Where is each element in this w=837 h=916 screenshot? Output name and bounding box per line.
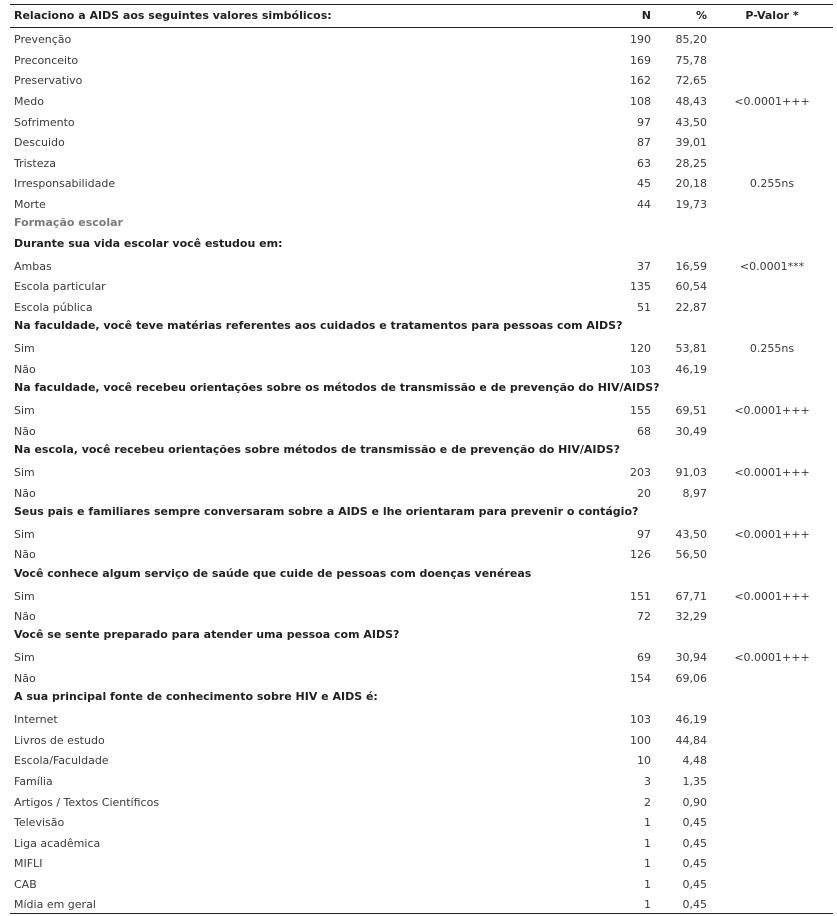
row-n: 72 xyxy=(637,610,651,624)
table-row xyxy=(10,275,833,296)
row-p-value xyxy=(711,790,833,811)
row-n: 51 xyxy=(637,301,651,315)
row-label: Preservativo xyxy=(14,74,83,88)
row-label: Família xyxy=(14,775,53,789)
section-heading-row xyxy=(10,687,833,708)
row-label: Morte xyxy=(14,197,46,211)
row-label: Irresponsabilidade xyxy=(14,177,116,191)
row-n: 155 xyxy=(630,404,651,418)
row-label: Sim xyxy=(14,342,35,356)
row-n: 100 xyxy=(630,733,651,747)
row-p-value: 0.255ns xyxy=(749,177,795,191)
row-percent: 20,18 xyxy=(675,177,707,191)
row-n: 103 xyxy=(630,713,651,727)
row-p-value xyxy=(711,28,833,49)
row-p-value xyxy=(711,708,833,729)
table-row xyxy=(10,831,833,852)
table-row xyxy=(10,481,833,502)
row-p-value xyxy=(711,872,833,893)
row-n: 63 xyxy=(637,156,651,170)
row-p-value xyxy=(711,357,833,378)
row-n: 44 xyxy=(637,197,651,211)
row-label: Sofrimento xyxy=(14,115,75,129)
row-percent: 44,84 xyxy=(675,733,707,747)
row-label: Prevenção xyxy=(14,33,72,47)
row-label: Livros de estudo xyxy=(14,733,105,747)
row-n: 169 xyxy=(630,53,651,67)
row-n: 126 xyxy=(630,548,651,562)
row-label: Sim xyxy=(14,465,35,479)
row-n: 10 xyxy=(637,754,651,768)
row-n: 68 xyxy=(637,424,651,438)
table-row xyxy=(10,769,833,790)
row-label: Descuido xyxy=(14,136,65,150)
section-heading: Durante sua vida escolar você estudou em: xyxy=(14,236,283,250)
row-label: Não xyxy=(14,362,36,376)
row-label: Sim xyxy=(14,651,35,665)
row-label: Ambas xyxy=(14,259,52,273)
table-row xyxy=(10,337,833,358)
row-n: 1 xyxy=(584,893,655,914)
row-p-value xyxy=(711,728,833,749)
section-heading: Você conhece algum serviço de saúde que cuide de pessoas com doenças venéreas xyxy=(14,566,532,580)
section-heading: A sua principal fonte de conhecimento sobre HIV e AIDS é: xyxy=(14,690,378,704)
row-label: Tristeza xyxy=(14,156,57,170)
row-p-value xyxy=(711,151,833,172)
header-p-value: P-Valor * xyxy=(711,5,833,28)
table-row xyxy=(10,131,833,152)
row-n: 45 xyxy=(637,177,651,191)
table-row xyxy=(10,708,833,729)
section-heading: Na faculdade, você teve matérias referentes aos cuidados e tratamentos para pessoas com AIDS? xyxy=(14,319,623,333)
section-heading-row xyxy=(10,625,833,646)
row-percent: 8,97 xyxy=(682,486,707,500)
row-percent: 30,49 xyxy=(675,424,707,438)
row-label: Não xyxy=(14,672,36,685)
table-row xyxy=(10,419,833,440)
row-label: Internet xyxy=(14,713,58,727)
section-heading: Formação escolar xyxy=(14,216,123,230)
row-p-value xyxy=(711,666,833,687)
row-p-value xyxy=(711,605,833,626)
row-percent: 0,45 xyxy=(682,816,707,830)
table-row xyxy=(10,254,833,275)
table-row xyxy=(10,28,833,49)
row-p-value xyxy=(711,110,833,131)
row-label: Escola particular xyxy=(14,280,106,294)
row-n: 97 xyxy=(637,527,651,541)
table-row xyxy=(10,749,833,770)
data-table xyxy=(10,4,833,914)
table-row xyxy=(10,872,833,893)
row-label: Sim xyxy=(14,404,35,418)
row-label: Não xyxy=(14,610,36,624)
row-n: 162 xyxy=(630,74,651,88)
row-label: MIFLI xyxy=(14,857,43,871)
section-heading-row xyxy=(10,378,833,399)
row-percent: 60,54 xyxy=(675,280,707,294)
row-percent: 75,78 xyxy=(675,53,707,67)
row-percent: 0,45 xyxy=(682,857,707,871)
row-percent: 43,50 xyxy=(675,115,707,129)
row-n: 97 xyxy=(637,115,651,129)
row-percent: 0,45 xyxy=(682,836,707,850)
table-row xyxy=(10,522,833,543)
row-percent: 46,19 xyxy=(675,362,707,376)
row-p-value xyxy=(711,811,833,832)
row-p-value xyxy=(711,48,833,69)
row-label: Escola pública xyxy=(14,301,93,315)
row-percent: 0,45 xyxy=(655,893,711,914)
table-row xyxy=(10,646,833,667)
table-row xyxy=(10,584,833,605)
row-n: 20 xyxy=(637,486,651,500)
row-percent: 69,06 xyxy=(675,672,707,685)
table-row xyxy=(10,852,833,873)
row-percent: 32,29 xyxy=(675,610,707,624)
row-percent: 30,94 xyxy=(675,651,707,665)
table-row xyxy=(10,398,833,419)
table-row xyxy=(10,790,833,811)
row-p-value: <0.0001+++ xyxy=(734,527,810,541)
row-p-value: <0.0001+++ xyxy=(734,404,810,418)
row-percent: 69,51 xyxy=(675,404,707,418)
section-heading-row xyxy=(10,502,833,523)
row-n: 190 xyxy=(630,33,651,47)
table-row xyxy=(10,192,833,213)
row-p-value xyxy=(711,275,833,296)
row-percent: 16,59 xyxy=(675,259,707,273)
row-percent: 91,03 xyxy=(675,465,707,479)
row-percent: 67,71 xyxy=(675,589,707,603)
row-percent: 28,25 xyxy=(675,156,707,170)
row-label: CAB xyxy=(14,878,37,892)
header-row xyxy=(10,5,833,28)
table-row xyxy=(10,48,833,69)
row-p-value xyxy=(711,419,833,440)
row-n: 1 xyxy=(644,878,651,892)
row-n: 1 xyxy=(644,816,651,830)
row-p-value xyxy=(711,893,833,914)
section-heading: Na faculdade, você recebeu orientações sobre os métodos de transmissão e de prevenção do HIV/AIDS? xyxy=(14,381,660,395)
row-percent: 19,73 xyxy=(675,197,707,211)
table-row xyxy=(10,605,833,626)
row-percent: 48,43 xyxy=(675,94,707,108)
table-row xyxy=(10,666,833,687)
table-row xyxy=(10,89,833,110)
row-p-value xyxy=(711,192,833,213)
row-label: Televisão xyxy=(14,816,65,830)
table-row xyxy=(10,110,833,131)
header-n: N xyxy=(584,5,655,28)
row-label: Sim xyxy=(14,589,35,603)
row-percent: 22,87 xyxy=(675,301,707,315)
table-row xyxy=(10,893,833,914)
row-label: Medo xyxy=(14,94,44,108)
section-heading-row xyxy=(10,316,833,337)
row-n: 1 xyxy=(644,857,651,871)
row-n: 1 xyxy=(644,836,651,850)
row-n: 69 xyxy=(637,651,651,665)
section-heading-row xyxy=(10,563,833,584)
header-percent: % xyxy=(655,5,711,28)
row-p-value xyxy=(711,831,833,852)
row-percent: 39,01 xyxy=(675,136,707,150)
row-p-value xyxy=(711,543,833,564)
row-label: Liga acadêmica xyxy=(14,836,101,850)
row-n: 151 xyxy=(630,589,651,603)
section-heading: Você se sente preparado para atender uma pessoa com AIDS? xyxy=(14,628,400,642)
row-percent: 46,19 xyxy=(675,713,707,727)
row-label: Escola/Faculdade xyxy=(14,754,109,768)
row-p-value xyxy=(711,769,833,790)
table-row xyxy=(10,543,833,564)
table-row xyxy=(10,69,833,90)
row-n: 108 xyxy=(630,94,651,108)
row-n: 87 xyxy=(637,136,651,150)
row-p-value xyxy=(711,295,833,316)
row-p-value xyxy=(711,481,833,502)
row-label: Preconceito xyxy=(14,53,79,67)
row-label: Não xyxy=(14,424,36,438)
table-row xyxy=(10,172,833,193)
section-heading-row xyxy=(10,213,833,234)
row-n: 135 xyxy=(630,280,651,294)
section-heading-row xyxy=(10,234,833,255)
table-row xyxy=(10,357,833,378)
table-row xyxy=(10,295,833,316)
row-p-value: <0.0001*** xyxy=(739,259,805,273)
row-p-value xyxy=(711,131,833,152)
row-percent: 53,81 xyxy=(675,342,707,356)
row-p-value: <0.0001+++ xyxy=(734,94,810,108)
table-body xyxy=(10,28,833,914)
section-heading: Na escola, você recebeu orientações sobre métodos de transmissão e de prevenção do HIV/AIDS? xyxy=(14,442,620,456)
row-n: 3 xyxy=(644,775,651,789)
row-p-value: <0.0001+++ xyxy=(734,589,810,603)
header-label: Relaciono a AIDS aos seguintes valores simbólicos: xyxy=(10,5,584,28)
table-row xyxy=(10,151,833,172)
row-percent: 85,20 xyxy=(675,33,707,47)
row-percent: 0,90 xyxy=(682,795,707,809)
table-row xyxy=(10,811,833,832)
row-percent: 56,50 xyxy=(675,548,707,562)
section-heading-row xyxy=(10,440,833,461)
row-label: Sim xyxy=(14,527,35,541)
row-percent: 43,50 xyxy=(675,527,707,541)
table-row xyxy=(10,728,833,749)
row-p-value xyxy=(711,749,833,770)
row-label: Não xyxy=(14,486,36,500)
row-p-value: <0.0001+++ xyxy=(734,465,810,479)
row-p-value xyxy=(711,852,833,873)
row-p-value: <0.0001+++ xyxy=(734,651,810,665)
section-heading: Seus pais e familiares sempre conversaram sobre a AIDS e lhe orientaram para prevenir o contágio? xyxy=(14,504,639,518)
row-percent: 0,45 xyxy=(682,878,707,892)
row-n: 203 xyxy=(630,465,651,479)
row-n: 154 xyxy=(630,672,651,685)
row-p-value: 0.255ns xyxy=(749,342,795,356)
row-p-value xyxy=(711,69,833,90)
row-label: Artigos / Textos Científicos xyxy=(14,795,160,809)
row-n: 103 xyxy=(630,362,651,376)
row-percent: 72,65 xyxy=(675,74,707,88)
row-n: 120 xyxy=(630,342,651,356)
row-percent: 1,35 xyxy=(682,775,707,789)
row-label: Não xyxy=(14,548,36,562)
row-n: 2 xyxy=(644,795,651,809)
row-label: Mídia em geral xyxy=(10,893,584,914)
row-percent: 4,48 xyxy=(682,754,707,768)
table-row xyxy=(10,460,833,481)
row-n: 37 xyxy=(637,259,651,273)
